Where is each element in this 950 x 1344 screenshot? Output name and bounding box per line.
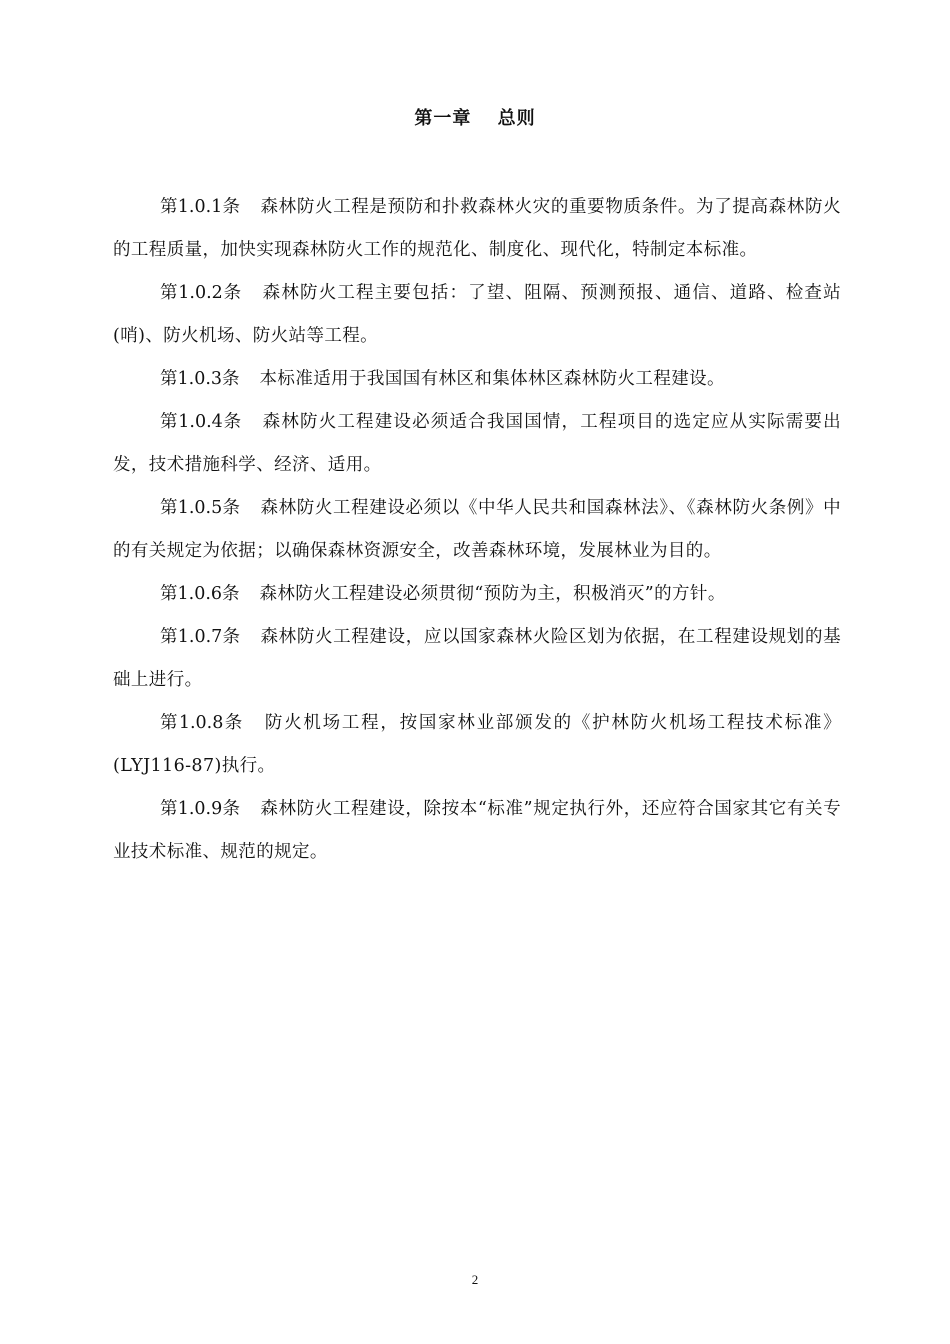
article-number: 第1.0.2条 — [160, 283, 242, 303]
article-list — [113, 186, 841, 874]
article-1-0-8 — [113, 702, 841, 788]
article-number: 第1.0.9条 — [160, 799, 241, 819]
article-number: 第1.0.3条 — [160, 369, 240, 389]
article-1-0-7 — [113, 616, 841, 702]
article-text: 森林防火工程建设必须适合我国国情，工程项目的选定应从实际需要出发，技术措施科学、经济、适用。 — [113, 412, 841, 475]
article-text: 森林防火工程建设，应以国家森林火险区划为依据，在工程建设规划的基础上进行。 — [113, 627, 841, 690]
article-text: 森林防火工程建设必须贯彻“预防为主，积极消灭”的方针。 — [259, 584, 726, 604]
page-number: 2 — [471, 1272, 479, 1287]
chapter-title: 第一章 总则 — [414, 108, 536, 129]
article-1-0-9 — [113, 788, 841, 874]
article-1-0-5 — [113, 487, 841, 573]
article-number: 第1.0.6条 — [160, 584, 240, 604]
article-number: 第1.0.4条 — [160, 412, 242, 432]
article-text: 森林防火工程主要包括：了望、阻隔、预测预报、通信、道路、检查站(哨)、防火机场、防火站等工程。 — [113, 283, 841, 346]
article-1-0-1 — [113, 186, 841, 272]
article-text: 森林防火工程建设，除按本“标准”规定执行外，还应符合国家其它有关专业技术标准、规范的规定。 — [113, 799, 841, 862]
article-number: 第1.0.7条 — [160, 627, 241, 647]
article-1-0-2 — [113, 272, 841, 358]
article-1-0-4 — [113, 401, 841, 487]
article-number: 第1.0.8条 — [160, 713, 244, 733]
article-text: 森林防火工程是预防和扑救森林火灾的重要物质条件。为了提高森林防火的工程质量，加快实现森林防火工作的规范化、制度化、现代化，特制定本标准。 — [113, 197, 841, 260]
article-1-0-3 — [113, 358, 841, 401]
article-1-0-6 — [113, 573, 841, 616]
article-text: 森林防火工程建设必须以《中华人民共和国森林法》、《森林防火条例》中的有关规定为依据；以确保森林资源安全，改善森林环境，发展林业为目的。 — [113, 498, 841, 561]
article-text: 防火机场工程，按国家林业部颁发的《护林防火机场工程技术标准》(LYJ116-87)执行。 — [113, 713, 842, 776]
article-text: 本标准适用于我国国有林区和集体林区森林防火工程建设。 — [259, 369, 725, 389]
article-number: 第1.0.5条 — [160, 498, 241, 518]
article-number: 第1.0.1条 — [160, 197, 241, 217]
